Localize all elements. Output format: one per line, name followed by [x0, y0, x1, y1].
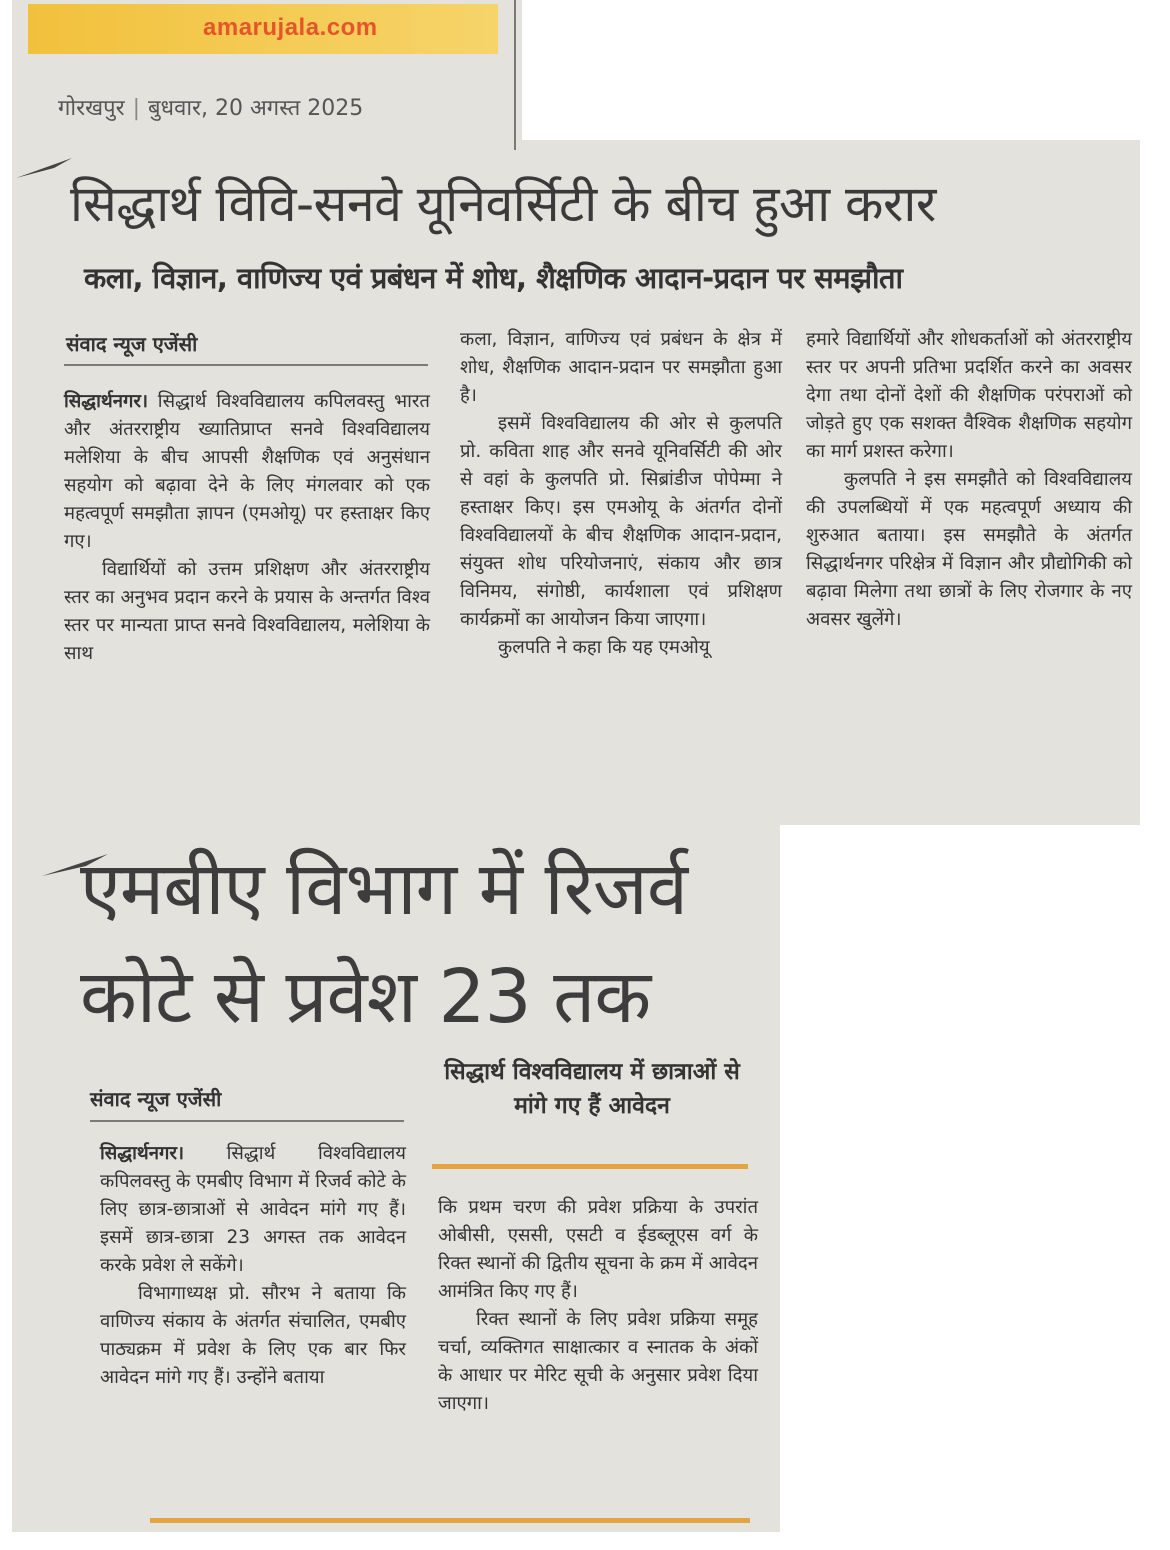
- article1-headline: सिद्धार्थ विवि-सनवे यूनिवर्सिटी के बीच हुआ करार: [70, 175, 936, 233]
- article1-column-3: [806, 326, 1132, 634]
- brand-logo: amarujala.com: [203, 14, 378, 41]
- article2-col1-p1: सिद्धार्थ विश्वविद्यालय कपिलवस्तु के एमबीए विभाग में रिजर्व कोटे के लिए छात्र-छात्राओं से आवेदन मांगे गए हैं। इसमें छात्र-छात्रा 23 अगस्त तक आवेदन करके प्रवेश ले सकेंगे।: [100, 1143, 406, 1276]
- article1-column-1: [64, 388, 430, 668]
- article2-column-1: [100, 1140, 406, 1392]
- article1-col2-p1: कला, विज्ञान, वाणिज्य एवं प्रबंधन के क्षेत्र में शोध, शैक्षणिक आदान-प्रदान पर समझौता हुआ है।: [460, 329, 782, 406]
- article1-subheadline: कला, विज्ञान, वाणिज्य एवं प्रबंधन में शोध, शैक्षणिक आदान-प्रदान पर समझौता: [84, 261, 903, 295]
- article2-place: सिद्धार्थनगर।: [100, 1143, 184, 1164]
- byline-rule: [64, 364, 428, 366]
- article2-col2-p1: कि प्रथम चरण की प्रवेश प्रक्रिया के उपरांत ओबीसी, एससी, एसटी व ईडब्लूएस वर्ग के रिक्त स्थानों की द्वितीय सूचना के क्रम में आवेदन आमंत्रित किए गए हैं।: [438, 1197, 758, 1302]
- article2-headline-line1: एमबीए विभाग में रिजर्व: [80, 846, 687, 932]
- quill-icon: [14, 154, 74, 184]
- article1-column-2: [460, 326, 782, 662]
- article2-headline: [80, 835, 800, 1051]
- article1-place: सिद्धार्थनगर।: [64, 391, 148, 412]
- article1-col3-p2: कुलपति ने इस समझौते को विश्वविद्यालय की उपलब्धियों में एक महत्वपूर्ण अध्याय की शुरुआत बताया। इस समझौते के अंतर्गत सिद्धार्थनगर परिक्षेत्र में विज्ञान और प्रौद्योगिकी को बढ़ावा मिलेगा तथा छात्रों के लिए रोजगार के नए अवसर खुलेंगे।: [806, 469, 1132, 630]
- article2-col2-p2: रिक्त स्थानों के लिए प्रवेश प्रक्रिया समूह चर्चा, व्यक्तिगत साक्षात्कार व स्नातक के अंकों के आधार पर मेरिट सूची के अनुसार प्रवेश दिया जाएगा।: [438, 1309, 758, 1414]
- article1-col1-p1: सिद्धार्थ विश्वविद्यालय कपिलवस्तु भारत और अंतरराष्ट्रीय ख्यातिप्राप्त सनवे विश्वविद्यालय मलेशिया के बीच आपसी शैक्षणिक एवं अनुसंधान सहयोग को बढ़ावा देने के लिए मंगलवार को एक महत्वपूर्ण समझौता ज्ञापन (एमओयू) पर हस्ताक्षर किए गए।: [64, 391, 430, 552]
- article2-deck: सिद्धार्थ विश्वविद्यालय में छात्राओं से मांगे गए हैं आवेदन: [444, 1059, 740, 1119]
- byline-rule-2: [90, 1120, 404, 1122]
- dateline: गोरखपुर | बुधवार, 20 अगस्त 2025: [58, 96, 364, 121]
- masthead-divider: [514, 0, 516, 150]
- article2-byline: संवाद न्यूज एजेंसी: [90, 1087, 222, 1111]
- bottom-rule: [150, 1518, 750, 1523]
- article1-col3-p1: हमारे विद्यार्थियों और शोधकर्ताओं को अंतरराष्ट्रीय स्तर पर अपनी प्रतिभा प्रदर्शित करने का अवसर देगा तथा दोनों देशों की शैक्षणिक परंपराओं को जोड़ते हुए एक सशक्त वैश्विक शैक्षणिक सहयोग का मार्ग प्रशस्त करेगा।: [806, 329, 1132, 462]
- article1-col2-p3: कुलपति ने कहा कि यह एमओयू: [498, 637, 710, 658]
- article2-column-2: [438, 1194, 758, 1418]
- article2-col1-p2: विभागाध्यक्ष प्रो. सौरभ ने बताया कि वाणिज्य संकाय के अंतर्गत संचालित, एमबीए पाठ्यक्रम में प्रवेश के लिए एक बार फिर आवेदन मांगे गए हैं। उन्होंने बताया: [100, 1283, 406, 1388]
- article1-col2-p2: इसमें विश्वविद्यालय की ओर से कुलपति प्रो. कविता शाह और सनवे यूनिवर्सिटी की ओर से वहां के कुलपति प्रो. सिब्रांडीज पोपेम्मा ने हस्ताक्षर किए। इस एमओयू के अंतर्गत दोनों विश्वविद्यालयों के बीच शैक्षणिक आदान-प्रदान, संयुक्त शोध परियोजनाएं, संकाय और छात्र विनिमय, संगोष्ठी, कार्यशाला एवं प्रशिक्षण कार्यक्रमों का आयोजन किया जाएगा।: [460, 413, 782, 630]
- city-name: गोरखपुर: [58, 96, 125, 121]
- article1-col1-p2: विद्यार्थियों को उत्तम प्रशिक्षण और अंतरराष्ट्रीय स्तर का अनुभव प्रदान करने के प्रयास के अन्तर्गत विश्व स्तर पर मान्यता प्राप्त सनवे विश्वविद्यालय, मलेशिया के साथ: [64, 559, 430, 664]
- deck-rule: [432, 1164, 748, 1169]
- issue-date: बुधवार, 20 अगस्त 2025: [148, 96, 364, 121]
- article2-headline-line2: कोटे से प्रवेश 23 तक: [80, 954, 651, 1040]
- masthead-banner: [28, 4, 498, 54]
- article1-byline: संवाद न्यूज एजेंसी: [66, 332, 198, 356]
